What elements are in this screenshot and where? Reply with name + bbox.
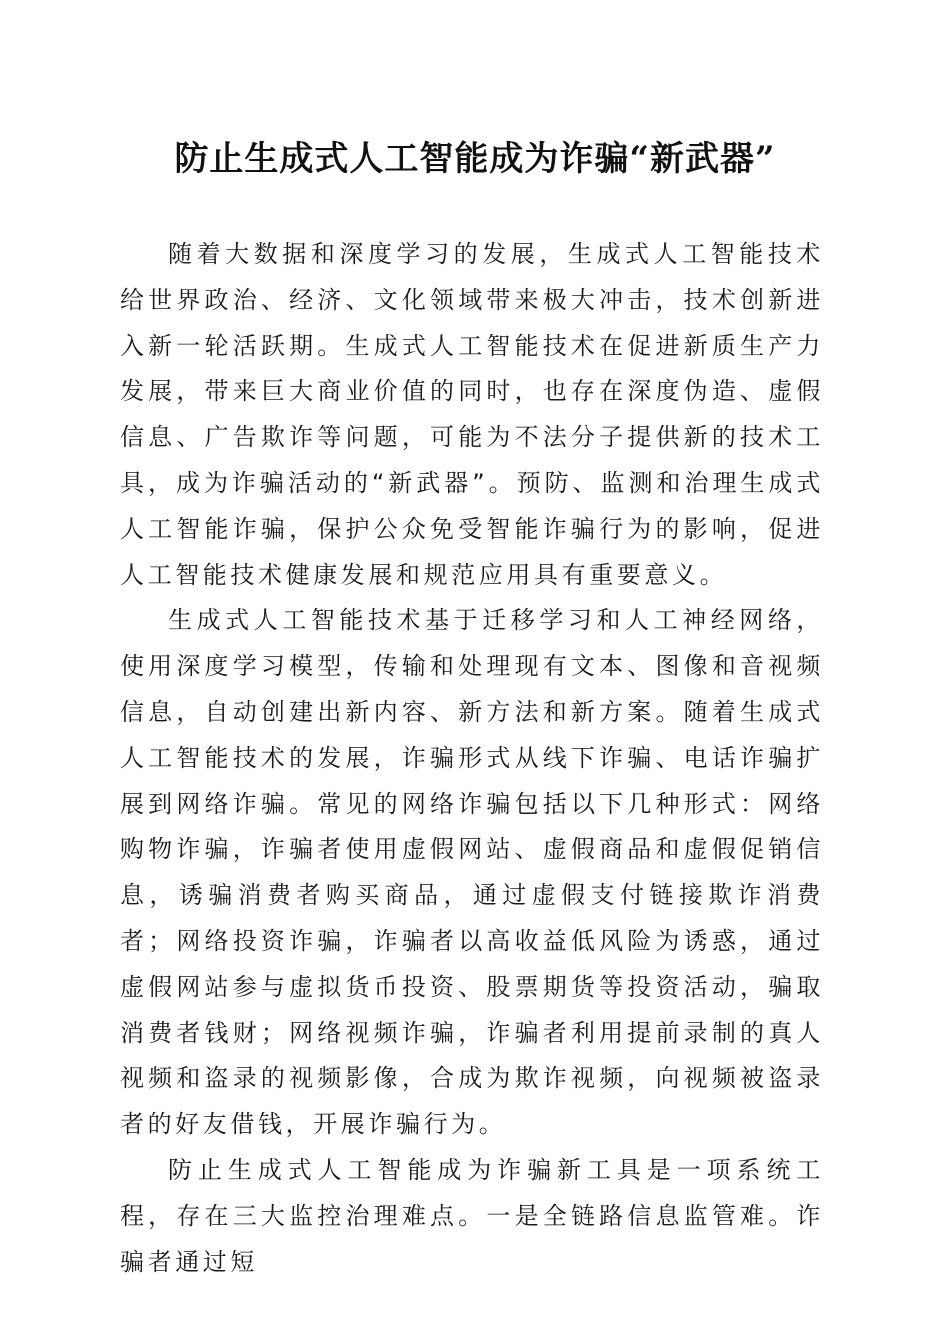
document-body [120, 232, 824, 1285]
paragraph-2: 生成式人工智能技术基于迁移学习和人工神经网络，使用深度学习模型，传输和处理现有文本、图像和音视频信息，自动创建出新内容、新方法和新方案。随着生成式人工智能技术的发展，诈骗形式从线下诈骗、电话诈骗扩展到网络诈骗。常见的网络诈骗包括以下几种形式：网络购物诈骗，诈骗者使用虚假网站、虚假商品和虚假促销信息，诱骗消费者购买商品，通过虚假支付链接欺诈消费者；网络投资诈骗，诈骗者以高收益低风险为诱惑，通过虚假网站参与虚拟货币投资、股票期货等投资活动，骗取消费者钱财；网络视频诈骗，诈骗者利用提前录制的真人视频和盗录的视频影像，合成为欺诈视频，向视频被盗录者的好友借钱，开展诈骗行为。 [120, 606, 824, 1139]
document-title: 防止生成式人工智能成为诈骗“新武器” [174, 139, 776, 179]
paragraph-3: 防止生成式人工智能成为诈骗新工具是一项系统工程，存在三大监控治理难点。一是全链路信息监管难。诈骗者通过短 [120, 1155, 824, 1276]
paragraph-1: 随着大数据和深度学习的发展，生成式人工智能技术给世界政治、经济、文化领域带来极大冲击，技术创新进入新一轮活跃期。生成式人工智能技术在促进新质生产力发展，带来巨大商业价值的同时，也存在深度伪造、虚假信息、广告欺诈等问题，可能为不法分子提供新的技术工具，成为诈骗活动的“新武器”。预防、监测和治理生成式人工智能诈骗，保护公众免受智能诈骗行为的影响，促进人工智能技术健康发展和规范应用具有重要意义。 [120, 240, 824, 589]
